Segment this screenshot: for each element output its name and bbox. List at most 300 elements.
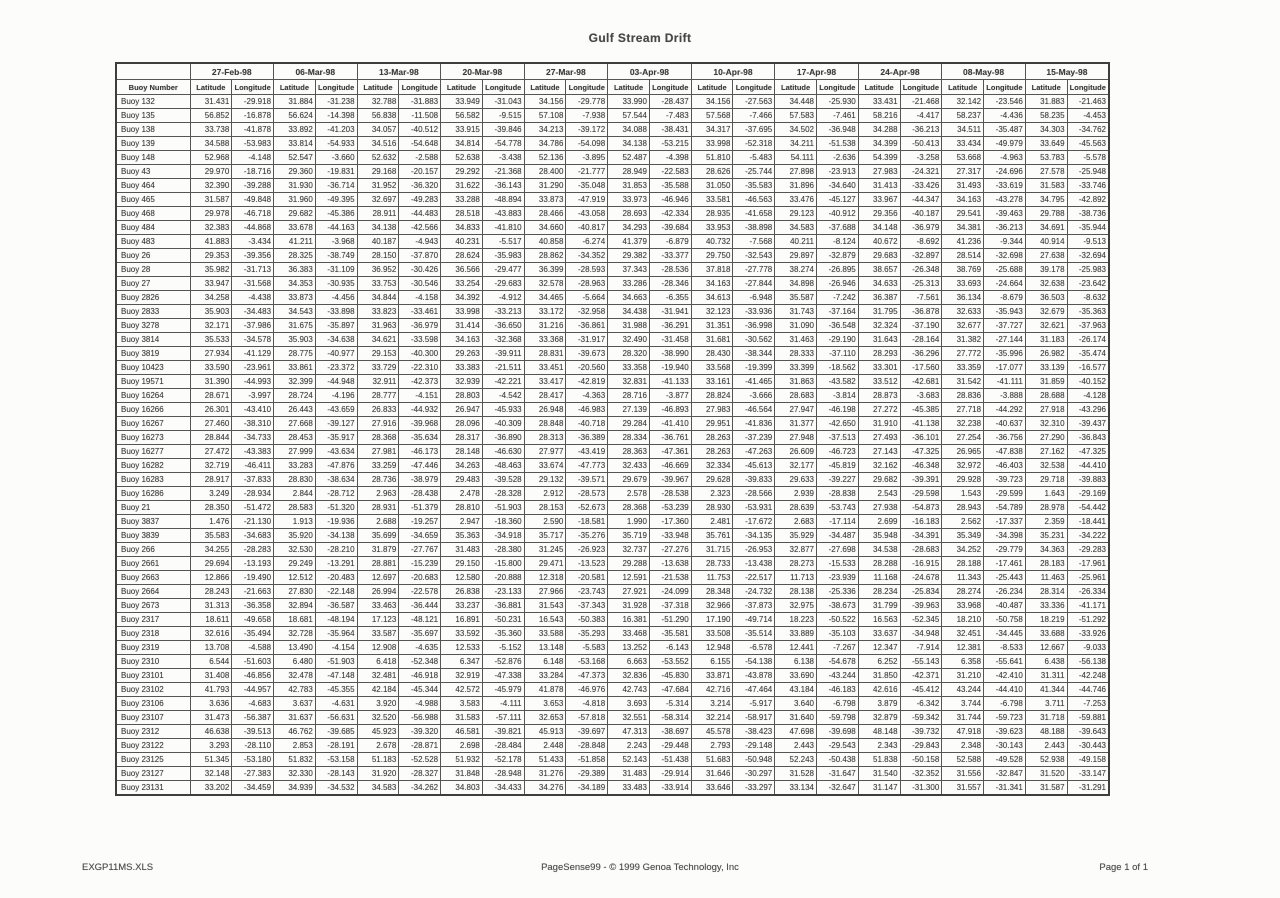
- cell-latitude: 33.417: [524, 375, 566, 389]
- cell-latitude: 32.677: [942, 319, 984, 333]
- cell-longitude: -4.158: [399, 291, 441, 305]
- cell-latitude: 51.683: [691, 753, 733, 767]
- cell-latitude: 29.718: [1025, 473, 1067, 487]
- cell-latitude: 27.916: [357, 417, 399, 431]
- cell-latitude: 12.908: [357, 641, 399, 655]
- cell-longitude: -28.948: [482, 767, 524, 781]
- cell-longitude: -33.926: [1067, 627, 1109, 641]
- cell-longitude: -39.288: [232, 179, 274, 193]
- cell-latitude: 33.729: [357, 361, 399, 375]
- cell-latitude: 27.143: [858, 445, 900, 459]
- cell-longitude: -55.641: [984, 655, 1026, 669]
- cell-longitude: -44.292: [984, 403, 1026, 417]
- cell-latitude: 35.699: [357, 529, 399, 543]
- cell-longitude: -7.253: [1067, 697, 1109, 711]
- cell-latitude: 31.744: [942, 711, 984, 725]
- cell-latitude: 31.090: [775, 319, 817, 333]
- buoy-label: Buoy 19571: [116, 375, 190, 389]
- cell-longitude: -36.890: [482, 431, 524, 445]
- cell-longitude: -26.953: [733, 543, 775, 557]
- cell-longitude: -52.348: [399, 655, 441, 669]
- cell-latitude: 32.123: [691, 305, 733, 319]
- cell-longitude: -32.694: [1067, 249, 1109, 263]
- cell-longitude: -52.876: [482, 655, 524, 669]
- cell-latitude: 32.538: [1025, 459, 1067, 473]
- cell-latitude: 33.688: [1025, 627, 1067, 641]
- cell-latitude: 40.231: [441, 235, 483, 249]
- cell-longitude: -44.957: [232, 683, 274, 697]
- cell-longitude: -33.746: [1067, 179, 1109, 193]
- cell-longitude: -5.578: [1067, 151, 1109, 165]
- cell-latitude: 29.356: [858, 207, 900, 221]
- cell-longitude: -40.152: [1067, 375, 1109, 389]
- cell-longitude: -33.898: [315, 305, 357, 319]
- cell-longitude: -54.678: [816, 655, 858, 669]
- cell-longitude: -38.990: [649, 347, 691, 361]
- cell-latitude: 34.156: [524, 95, 566, 109]
- cell-latitude: 13.708: [190, 641, 232, 655]
- cell-latitude: 34.814: [441, 137, 483, 151]
- cell-longitude: -32.647: [816, 781, 858, 796]
- cell-longitude: -36.756: [984, 431, 1026, 445]
- cell-longitude: -46.918: [399, 669, 441, 683]
- cell-latitude: 31.543: [524, 599, 566, 613]
- cell-longitude: -4.417: [900, 109, 942, 123]
- cell-longitude: -58.314: [649, 711, 691, 725]
- cell-latitude: 34.399: [858, 137, 900, 151]
- cell-longitude: -26.895: [816, 263, 858, 277]
- cell-latitude: 28.803: [441, 389, 483, 403]
- cell-latitude: 32.530: [274, 543, 316, 557]
- latitude-header: Latitude: [775, 80, 817, 95]
- cell-latitude: 31.884: [274, 95, 316, 109]
- cell-longitude: -40.187: [900, 207, 942, 221]
- cell-longitude: -35.634: [399, 431, 441, 445]
- cell-latitude: 41.236: [942, 235, 984, 249]
- cell-longitude: -39.463: [984, 207, 1026, 221]
- cell-latitude: 29.249: [274, 557, 316, 571]
- cell-longitude: -43.383: [232, 445, 274, 459]
- cell-longitude: -37.727: [984, 319, 1026, 333]
- date-header-cell: 06-Mar-98: [274, 63, 358, 80]
- cell-longitude: -3.438: [482, 151, 524, 165]
- cell-latitude: 33.873: [524, 193, 566, 207]
- buoy-label: Buoy 266: [116, 543, 190, 557]
- cell-longitude: -36.296: [900, 347, 942, 361]
- table-row: [116, 109, 1109, 123]
- cell-latitude: 3.920: [357, 697, 399, 711]
- cell-latitude: 28.313: [524, 431, 566, 445]
- cell-latitude: 28.314: [1025, 585, 1067, 599]
- cell-longitude: -46.976: [566, 683, 608, 697]
- cell-latitude: 33.399: [775, 361, 817, 375]
- table-row: [116, 347, 1109, 361]
- cell-latitude: 28.639: [775, 501, 817, 515]
- cell-longitude: -46.411: [232, 459, 274, 473]
- longitude-header: Longitude: [816, 80, 858, 95]
- cell-longitude: -44.483: [399, 207, 441, 221]
- buoy-label: Buoy 2833: [116, 305, 190, 319]
- cell-longitude: -37.513: [816, 431, 858, 445]
- cell-latitude: 31.351: [691, 319, 733, 333]
- cell-longitude: -19.940: [649, 361, 691, 375]
- cell-latitude: 32.719: [190, 459, 232, 473]
- cell-longitude: -37.833: [232, 473, 274, 487]
- cell-longitude: -23.743: [566, 585, 608, 599]
- cell-latitude: 31.643: [858, 333, 900, 347]
- cell-longitude: -39.967: [649, 473, 691, 487]
- cell-longitude: -29.599: [984, 487, 1026, 501]
- cell-latitude: 29.263: [441, 347, 483, 361]
- cell-longitude: -23.642: [1067, 277, 1109, 291]
- cell-latitude: 27.162: [1025, 445, 1067, 459]
- cell-latitude: 34.163: [691, 277, 733, 291]
- cell-latitude: 2.939: [775, 487, 817, 501]
- cell-latitude: 34.803: [441, 781, 483, 796]
- cell-latitude: 28.320: [608, 347, 650, 361]
- cell-longitude: -4.196: [315, 389, 357, 403]
- cell-longitude: -23.961: [232, 361, 274, 375]
- cell-longitude: -26.334: [1067, 585, 1109, 599]
- cell-longitude: -29.448: [649, 739, 691, 753]
- cell-latitude: 3.640: [775, 697, 817, 711]
- cell-longitude: -50.438: [816, 753, 858, 767]
- cell-longitude: -7.914: [900, 641, 942, 655]
- cell-latitude: 28.724: [274, 389, 316, 403]
- cell-latitude: 28.263: [691, 431, 733, 445]
- cell-longitude: -4.438: [232, 291, 274, 305]
- table-row: [116, 473, 1109, 487]
- cell-longitude: -42.819: [566, 375, 608, 389]
- cell-longitude: -38.736: [1067, 207, 1109, 221]
- cell-latitude: 28.978: [1025, 501, 1067, 515]
- table-body: [116, 95, 1109, 796]
- cell-longitude: -18.360: [482, 515, 524, 529]
- cell-longitude: -39.571: [566, 473, 608, 487]
- cell-latitude: 32.148: [190, 767, 232, 781]
- buoy-label: Buoy 23131: [116, 781, 190, 796]
- buoy-label: Buoy 3278: [116, 319, 190, 333]
- cell-latitude: 1.990: [608, 515, 650, 529]
- cell-latitude: 26.982: [1025, 347, 1067, 361]
- cell-latitude: 33.587: [357, 627, 399, 641]
- cell-latitude: 34.583: [357, 781, 399, 796]
- buoy-label: Buoy 464: [116, 179, 190, 193]
- cell-latitude: 28.626: [691, 165, 733, 179]
- cell-longitude: -29.779: [984, 543, 1026, 557]
- cell-longitude: -40.817: [566, 221, 608, 235]
- buoy-label: Buoy 23125: [116, 753, 190, 767]
- cell-longitude: -28.934: [232, 487, 274, 501]
- cell-longitude: -49.979: [984, 137, 1026, 151]
- cell-latitude: 28.931: [357, 501, 399, 515]
- cell-latitude: 2.688: [357, 515, 399, 529]
- table-row: [116, 529, 1109, 543]
- longitude-header: Longitude: [232, 80, 274, 95]
- cell-longitude: -43.296: [1067, 403, 1109, 417]
- latitude-header: Latitude: [190, 80, 232, 95]
- cell-longitude: -6.143: [649, 641, 691, 655]
- cell-latitude: 33.637: [858, 627, 900, 641]
- cell-longitude: -28.484: [482, 739, 524, 753]
- cell-longitude: -39.723: [984, 473, 1026, 487]
- cell-longitude: -55.143: [900, 655, 942, 669]
- cell-latitude: 31.587: [1025, 781, 1067, 796]
- cell-longitude: -46.403: [984, 459, 1026, 473]
- cell-latitude: 32.737: [608, 543, 650, 557]
- table-row: [116, 641, 1109, 655]
- cell-longitude: -6.355: [649, 291, 691, 305]
- cell-latitude: 34.621: [357, 333, 399, 347]
- buoy-label: Buoy 3819: [116, 347, 190, 361]
- cell-latitude: 33.463: [357, 599, 399, 613]
- cell-latitude: 28.943: [942, 501, 984, 515]
- cell-longitude: -50.522: [816, 613, 858, 627]
- buoy-label: Buoy 23101: [116, 669, 190, 683]
- table-row: [116, 445, 1109, 459]
- cell-longitude: -34.352: [566, 249, 608, 263]
- table-row: [116, 459, 1109, 473]
- cell-latitude: 36.399: [524, 263, 566, 277]
- cell-latitude: 35.717: [524, 529, 566, 543]
- cell-longitude: -50.948: [733, 753, 775, 767]
- cell-longitude: -35.943: [984, 305, 1026, 319]
- cell-latitude: 32.788: [357, 95, 399, 109]
- cell-longitude: -28.283: [232, 543, 274, 557]
- cell-longitude: -54.138: [733, 655, 775, 669]
- cell-longitude: -16.878: [232, 109, 274, 123]
- cell-latitude: 39.178: [1025, 263, 1067, 277]
- cell-latitude: 34.511: [942, 123, 984, 137]
- cell-latitude: 32.171: [190, 319, 232, 333]
- cell-longitude: -34.459: [232, 781, 274, 796]
- cell-longitude: -31.341: [984, 781, 1026, 796]
- cell-longitude: -22.583: [649, 165, 691, 179]
- cell-longitude: -14.398: [315, 109, 357, 123]
- cell-latitude: 33.359: [942, 361, 984, 375]
- cell-longitude: -20.157: [399, 165, 441, 179]
- cell-longitude: -18.716: [232, 165, 274, 179]
- cell-longitude: -32.847: [984, 767, 1026, 781]
- table-header: [116, 63, 1109, 95]
- cell-latitude: 48.188: [1025, 725, 1067, 739]
- cell-latitude: 17.123: [357, 613, 399, 627]
- cell-latitude: 33.508: [691, 627, 733, 641]
- cell-latitude: 3.711: [1025, 697, 1067, 711]
- cell-latitude: 28.949: [608, 165, 650, 179]
- cell-longitude: -39.685: [315, 725, 357, 739]
- cell-longitude: -25.834: [900, 585, 942, 599]
- buoy-label: Buoy 132: [116, 95, 190, 109]
- cell-longitude: -5.917: [733, 697, 775, 711]
- cell-latitude: 31.147: [858, 781, 900, 796]
- cell-longitude: -28.593: [566, 263, 608, 277]
- cell-latitude: 27.472: [190, 445, 232, 459]
- cell-longitude: -31.300: [900, 781, 942, 796]
- cell-longitude: -46.564: [733, 403, 775, 417]
- cell-latitude: 12.512: [274, 571, 316, 585]
- cell-longitude: -4.151: [399, 389, 441, 403]
- latitude-header: Latitude: [942, 80, 984, 95]
- cell-longitude: -4.154: [315, 641, 357, 655]
- cell-latitude: 33.588: [524, 627, 566, 641]
- cell-latitude: 29.483: [441, 473, 483, 487]
- cell-longitude: -40.718: [566, 417, 608, 431]
- cell-longitude: -21.468: [900, 95, 942, 109]
- cell-latitude: 32.836: [608, 669, 650, 683]
- cell-longitude: -28.871: [399, 739, 441, 753]
- cell-latitude: 32.966: [691, 599, 733, 613]
- cell-latitude: 31.408: [190, 669, 232, 683]
- cell-latitude: 38.769: [942, 263, 984, 277]
- cell-latitude: 31.952: [357, 179, 399, 193]
- cell-latitude: 52.487: [608, 151, 650, 165]
- cell-latitude: 28.288: [858, 557, 900, 571]
- cell-latitude: 31.743: [775, 305, 817, 319]
- cell-latitude: 31.377: [775, 417, 817, 431]
- buoy-label: Buoy 2310: [116, 655, 190, 669]
- buoy-label: Buoy 2319: [116, 641, 190, 655]
- cell-longitude: -28.437: [649, 95, 691, 109]
- cell-longitude: -43.634: [315, 445, 357, 459]
- cell-longitude: -9.515: [482, 109, 524, 123]
- cell-longitude: -51.903: [315, 655, 357, 669]
- cell-latitude: 28.334: [608, 431, 650, 445]
- cell-latitude: 31.675: [274, 319, 316, 333]
- cell-latitude: 33.590: [190, 361, 232, 375]
- cell-longitude: -23.939: [816, 571, 858, 585]
- buoy-label: Buoy 28: [116, 263, 190, 277]
- cell-latitude: 11.168: [858, 571, 900, 585]
- cell-longitude: -23.133: [482, 585, 524, 599]
- cell-latitude: 34.213: [524, 123, 566, 137]
- cell-latitude: 33.286: [608, 277, 650, 291]
- cell-latitude: 18.681: [274, 613, 316, 627]
- cell-longitude: -30.546: [399, 277, 441, 291]
- cell-latitude: 33.202: [190, 781, 232, 796]
- latitude-header: Latitude: [274, 80, 316, 95]
- cell-longitude: -53.983: [232, 137, 274, 151]
- cell-latitude: 33.871: [691, 669, 733, 683]
- cell-longitude: -39.513: [232, 725, 274, 739]
- cell-longitude: -43.582: [816, 375, 858, 389]
- longitude-header: Longitude: [900, 80, 942, 95]
- cell-longitude: -35.581: [649, 627, 691, 641]
- cell-latitude: 33.161: [691, 375, 733, 389]
- cell-latitude: 2.481: [691, 515, 733, 529]
- cell-latitude: 42.716: [691, 683, 733, 697]
- cell-longitude: -36.979: [399, 319, 441, 333]
- cell-latitude: 32.728: [274, 627, 316, 641]
- cell-latitude: 12.441: [775, 641, 817, 655]
- cell-longitude: -42.681: [900, 375, 942, 389]
- cell-latitude: 34.163: [441, 333, 483, 347]
- date-header-cell: 17-Apr-98: [775, 63, 859, 80]
- cell-latitude: 31.930: [274, 179, 316, 193]
- cell-latitude: 27.830: [274, 585, 316, 599]
- cell-longitude: -36.650: [482, 319, 524, 333]
- cell-latitude: 28.430: [691, 347, 733, 361]
- cell-longitude: -56.387: [232, 711, 274, 725]
- cell-latitude: 18.223: [775, 613, 817, 627]
- cell-longitude: -35.983: [482, 249, 524, 263]
- table-row: [116, 753, 1109, 767]
- cell-latitude: 2.698: [441, 739, 483, 753]
- cell-latitude: 27.981: [357, 445, 399, 459]
- cell-longitude: -41.836: [733, 417, 775, 431]
- cell-longitude: -48.463: [482, 459, 524, 473]
- cell-latitude: 31.382: [942, 333, 984, 347]
- cell-longitude: -36.101: [900, 431, 942, 445]
- cell-longitude: -53.552: [649, 655, 691, 669]
- cell-latitude: 2.844: [274, 487, 316, 501]
- cell-latitude: 29.284: [608, 417, 650, 431]
- cell-longitude: -29.190: [816, 333, 858, 347]
- cell-latitude: 2.590: [524, 515, 566, 529]
- cell-longitude: -41.878: [232, 123, 274, 137]
- cell-latitude: 34.263: [441, 459, 483, 473]
- cell-longitude: -54.098: [566, 137, 608, 151]
- cell-latitude: 2.343: [858, 739, 900, 753]
- cell-latitude: 1.913: [274, 515, 316, 529]
- cell-latitude: 18.611: [190, 613, 232, 627]
- cell-longitude: -49.158: [1067, 753, 1109, 767]
- cell-latitude: 28.911: [357, 207, 399, 221]
- date-header-cell: 20-Mar-98: [441, 63, 525, 80]
- cell-longitude: -13.438: [733, 557, 775, 571]
- table-row: [116, 543, 1109, 557]
- cell-longitude: -38.673: [816, 599, 858, 613]
- cell-longitude: -27.698: [816, 543, 858, 557]
- cell-latitude: 33.358: [608, 361, 650, 375]
- cell-latitude: 34.293: [608, 221, 650, 235]
- cell-longitude: -28.143: [315, 767, 357, 781]
- cell-latitude: 35.583: [190, 529, 232, 543]
- cell-longitude: -43.419: [566, 445, 608, 459]
- cell-latitude: 56.582: [441, 109, 483, 123]
- cell-latitude: 34.438: [608, 305, 650, 319]
- latitude-header: Latitude: [608, 80, 650, 95]
- cell-latitude: 12.533: [441, 641, 483, 655]
- cell-latitude: 57.108: [524, 109, 566, 123]
- latitude-header: Latitude: [858, 80, 900, 95]
- cell-latitude: 13.148: [524, 641, 566, 655]
- cell-latitude: 56.838: [357, 109, 399, 123]
- cell-latitude: 32.490: [608, 333, 650, 347]
- cell-longitude: -42.410: [984, 669, 1026, 683]
- cell-latitude: 41.344: [1025, 683, 1067, 697]
- cell-longitude: -21.663: [232, 585, 274, 599]
- cell-latitude: 51.183: [357, 753, 399, 767]
- cell-longitude: -8.533: [984, 641, 1026, 655]
- cell-latitude: 18.210: [942, 613, 984, 627]
- cell-latitude: 2.699: [858, 515, 900, 529]
- cell-longitude: -24.099: [649, 585, 691, 599]
- cell-latitude: 38.274: [775, 263, 817, 277]
- cell-longitude: -43.278: [984, 193, 1026, 207]
- cell-latitude: 32.633: [942, 305, 984, 319]
- cell-longitude: -20.683: [399, 571, 441, 585]
- cell-latitude: 31.640: [775, 711, 817, 725]
- cell-latitude: 33.646: [691, 781, 733, 796]
- table-row: [116, 291, 1109, 305]
- cell-longitude: -46.563: [733, 193, 775, 207]
- cell-longitude: -3.683: [900, 389, 942, 403]
- cell-latitude: 46.762: [274, 725, 316, 739]
- cell-latitude: 28.733: [691, 557, 733, 571]
- cell-latitude: 33.873: [274, 291, 316, 305]
- cell-longitude: -54.442: [1067, 501, 1109, 515]
